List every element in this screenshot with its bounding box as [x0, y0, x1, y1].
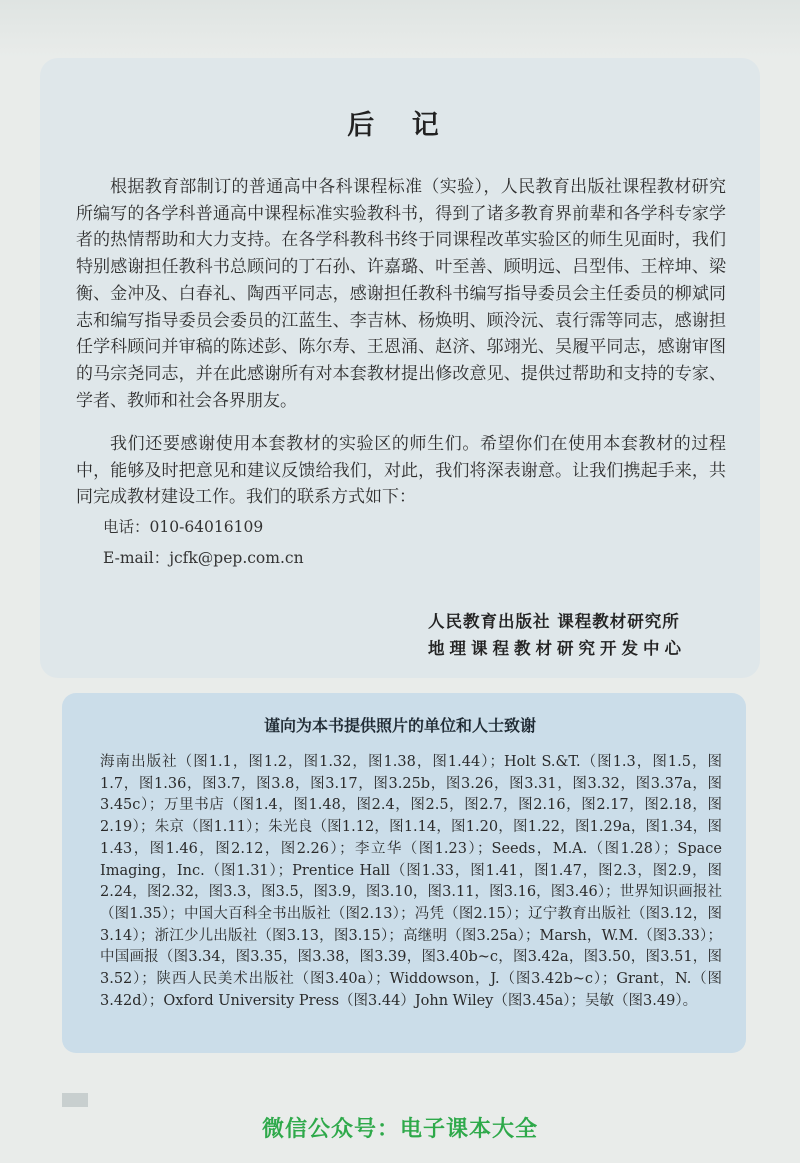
acknowledgement-body: 海南出版社（图1.1，图1.2，图1.32，图1.38，图1.44）；Holt S.&T.（图1.3，图1.5，图1.7，图1.36，图3.7，图3.8，图3.17，图3.25b，图3.26，图3.31，图3.32，图3.37a，图3.45c）；万里书店（图1.4，图1.48，图2.4，图2.5，图2.7，图2.16，图2.17，图2.18，图2.19）；朱京（图1.11）；朱光良（图1.12，图1.14，图1.20，图1.22，图1.29a，图1.34，图1.43，图1.46，图2.12，图2.26）；李立华（图1.23）；Seeds，M.A.（图1.28）；Space Imaging，Inc.（图1.31）；Prentice Hall（图1.33，图1.41，图1.47，图2.3，图2.9，图2.24，图2.32，图3.3，图3.5，图3.9，图3.10，图3.11，图3.16，图3.46）；世界知识画报社（图1.35）；中国大百科全书出版社（图2.13）；冯凭（图2.15）；辽宁教育出版社（图3.12，图3.14）；浙江少儿出版社（图3.13，图3.15）；高继明（图3.25a）；Marsh，W.M.（图3.33）；中国画报（图3.34，图3.35，图3.38，图3.39，图3.40b~c，图3.42a，图3.50，图3.51，图3.52）；陕西人民美术出版社（图3.40a）；Widdowson，J.（图3.42b~c）；Grant，N.（图3.42d）；Oxford University Press（图3.44）John Wiley（图3.45a）；吴敏（图3.49）。	[100, 754, 722, 1009]
page-title: 后 记	[347, 110, 453, 141]
afterword-paragraph-2: 我们还要感谢使用本套教材的实验区的师生们。希望你们在使用本套教材的过程中，能够及时把意见和建议反馈给我们，对此，我们将深表谢意。让我们携起手来，共同完成教材建设工作。我们的联系方式如下：	[76, 434, 726, 508]
signature-line-1: 人民教育出版社 课程教材研究所	[428, 612, 680, 631]
contact-email: E-mail：jcfk@pep.com.cn	[103, 549, 304, 567]
watermark-text: 微信公众号：电子课本大全	[261, 1117, 538, 1142]
faded-footer-strip	[62, 1093, 462, 1107]
afterword-paragraph-1: 根据教育部制订的普通高中各科课程标准（实验），人民教育出版社课程教材研究所编写的各学科普通高中课程标准实验教科书，得到了诸多教育界前辈和各学科专家学者的热情帮助和大力支持。在各学科教科书终于同课程改革实验区的师生见面时，我们特别感谢担任教科书总顾问的丁石孙、许嘉璐、叶至善、顾明远、吕型伟、王梓坤、梁衡、金冲及、白春礼、陶西平同志，感谢担任教科书编写指导委员会主任委员的柳斌同志和编写指导委员会委员的江蓝生、李吉林、杨焕明、顾泠沅、袁行霈等同志，感谢担任学科顾问并审稿的陈述彭、陈尔寿、王恩涌、赵济、邬翊光、吴履平同志，感谢审图的马宗尧同志，并在此感谢所有对本套教材提出修改意见、提供过帮助和支持的专家、学者、教师和社会各界朋友。	[76, 177, 726, 411]
acknowledgement-title: 谨向为本书提供照片的单位和人士致谢	[263, 716, 536, 735]
signature-line-2: 地理课程教材研究开发中心	[428, 639, 686, 658]
page-number-block	[62, 1093, 88, 1107]
contact-phone: 电话：010-64016109	[103, 518, 264, 536]
page-top-strip	[0, 0, 800, 58]
